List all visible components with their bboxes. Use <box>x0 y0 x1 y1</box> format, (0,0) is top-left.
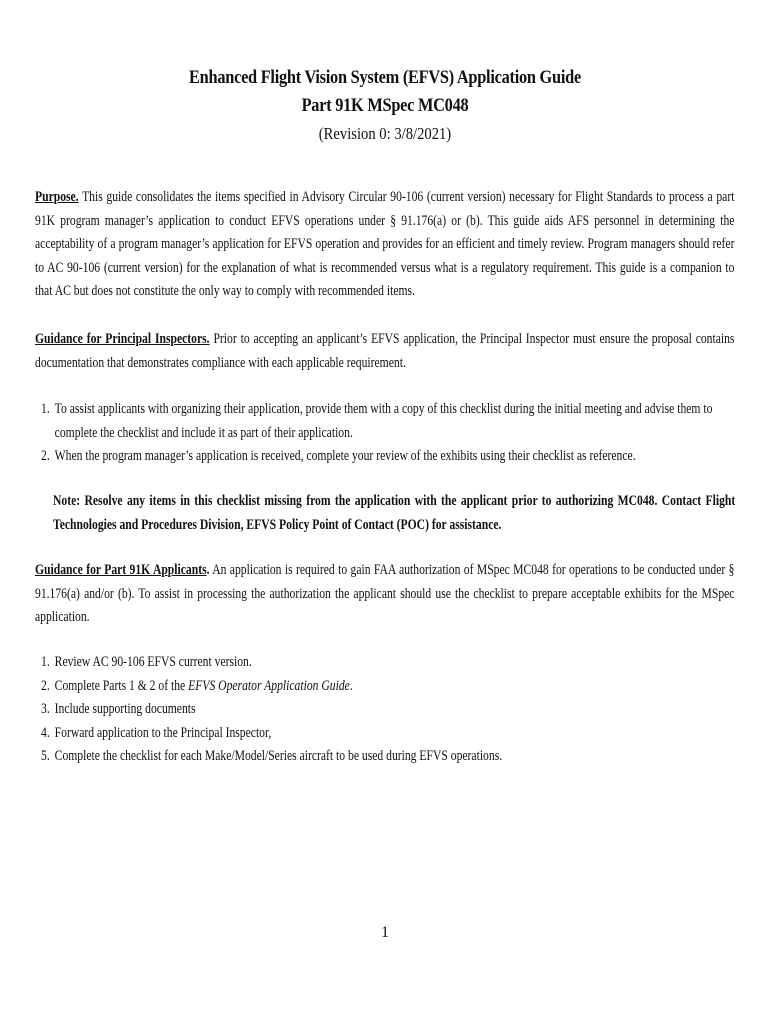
inspectors-heading: Guidance for Principal Inspectors. <box>35 331 210 347</box>
list-item: 2. Complete Parts 1 & 2 of the EFVS Operator Application Guide. <box>41 677 353 694</box>
purpose-text: This guide consolidates the items specified in Advisory Circular 90-106 (current version) necessary for Flight Standards to process a part 91K program manager’s application to conduct EFVS operations under § 91.176(a) or (b). This guide aids AFS personnel in determining the acceptability of a program manager’s application for EFVS operation and provides for an efficient and timely review. Program managers should refer to AC 90-106 (current version) for the explanation of what is recommended versus what is a regulatory requirement. This guide is a companion to that AC but does not constitute the only way to comply with recommended items. <box>35 189 735 299</box>
inspectors-section <box>35 328 735 375</box>
title-block <box>0 64 770 146</box>
list-item: 4. Forward application to the Principal Inspector, <box>41 724 272 741</box>
guide-title-italic: EFVS Operator Application Guide <box>188 677 350 694</box>
note-block <box>53 490 735 537</box>
purpose-section <box>35 186 735 304</box>
list-item: 1. Review AC 90-106 EFVS current version. <box>41 654 252 670</box>
applicants-heading: Guidance for Part 91K Applicants <box>35 562 207 578</box>
applicants-text: An application is required to gain FAA authorization of MSpec MC048 for operations to be conducted under § 91.176(a) and/or (b). To assist in processing the authorization the applicant should use the checklist to prepare acceptable exhibits for the MSpec application. <box>35 562 735 625</box>
document-title: Enhanced Flight Vision System (EFVS) Application Guide <box>189 67 581 88</box>
list-item: 3. Include supporting documents <box>41 701 196 717</box>
inspectors-text: Prior to accepting an applicant’s EFVS application, the Principal Inspector must ensure the proposal contains documentation that demonstrates compliance with each applicable requirement. <box>35 331 735 371</box>
applicants-section: Guidance for Part 91K Applicants. An application is required to gain FAA authorization of MSpec MC048 for operations to be conducted under § 91.176(a) and/or (b). To assist in processing the authorization the applicant should use the checklist to prepare acceptable exhibits for the MSpec application. <box>35 562 735 625</box>
document-subtitle: Part 91K MSpec MC048 <box>301 95 469 116</box>
note-text: Note: Resolve any items in this checklist missing from the application with the applicant prior to authorizing MC048. Contact Flight Technologies and Procedures Division, EFVS Policy Point of Contact (POC) for assistance. <box>53 493 736 533</box>
purpose-heading: Purpose. <box>35 189 79 205</box>
list-item: 5. Complete the checklist for each Make/Model/Series aircraft to be used during EFVS operations. <box>41 748 503 764</box>
revision-label: (Revision 0: 3/8/2021) <box>318 124 452 143</box>
page-number: 1 <box>381 924 389 941</box>
applicants-list <box>35 651 735 769</box>
inspectors-list <box>35 398 735 469</box>
list-item: 2. When the program manager’s application is received, complete your review of the exhibits using their checklist as reference. <box>41 448 636 464</box>
list-item: 1. To assist applicants with organizing their application, provide them with a copy of this checklist during the initial meeting and advise them to complete the checklist and include it as part of their application. <box>41 401 713 441</box>
